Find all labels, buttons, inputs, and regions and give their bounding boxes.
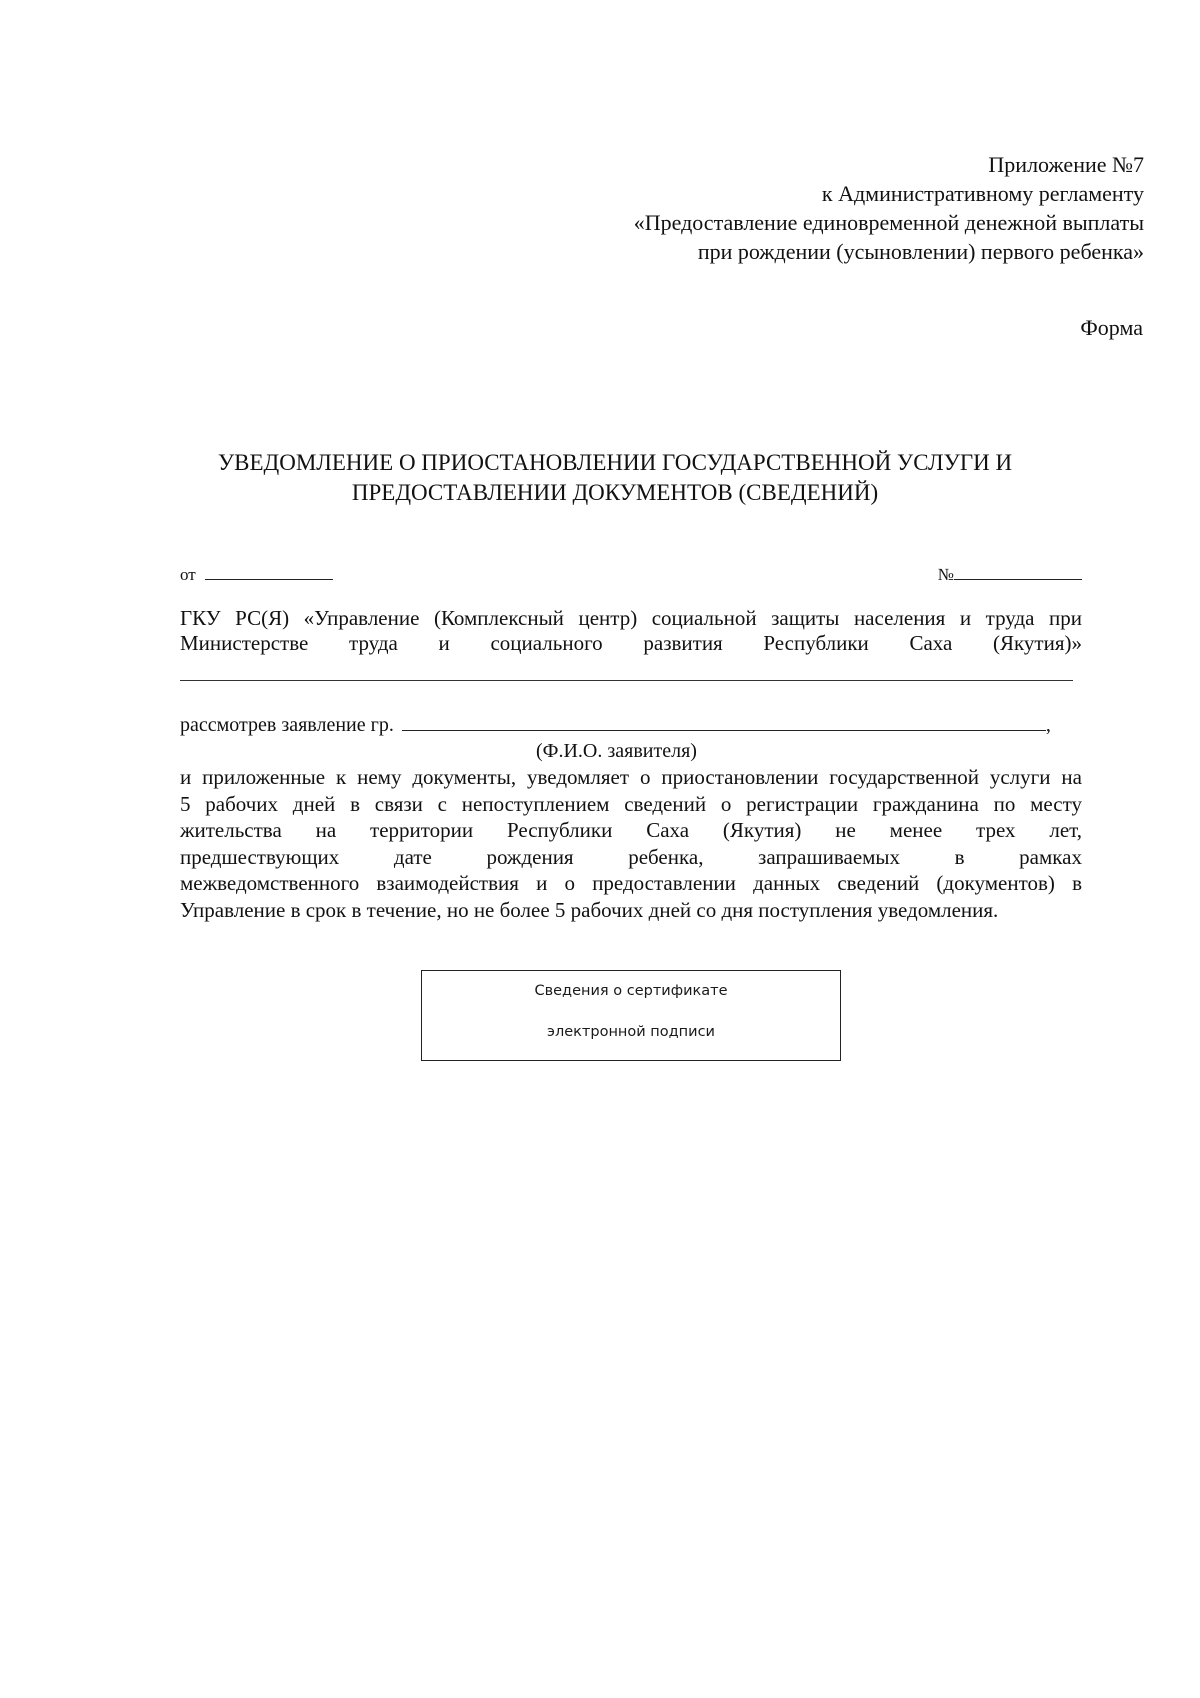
signature-box-line-1: Сведения о сертификате: [534, 983, 728, 999]
applicant-name-blank-line: [402, 712, 1046, 731]
applicant-label: рассмотрев заявление гр.: [180, 714, 394, 736]
signature-certificate-box: [421, 970, 841, 1061]
number-label: №: [937, 565, 954, 584]
organization-underline: [180, 680, 1073, 681]
body-line-4: предшествующих дате рождения ребенка, запрашиваемых в рамках: [180, 844, 1082, 869]
appendix-line-2: к Административному регламенту: [821, 181, 1144, 206]
signature-box-line-2: электронной подписи: [547, 1024, 715, 1040]
organization-line-2: Министерстве труда и социального развития Республики Саха (Якутия)»: [180, 631, 1082, 655]
organization-name: [180, 606, 1082, 656]
body-line-5: межведомственного взаимодействия и о предоставлении данных сведений (документов) в: [180, 871, 1082, 895]
date-field: [180, 563, 333, 585]
number-field: [938, 563, 1082, 585]
appendix-line-4: при рождении (усыновлении) первого ребенка»: [697, 239, 1144, 264]
body-line-6: Управление в срок в течение, но не более 5 рабочих дней со дня поступления уведомления.: [180, 897, 999, 922]
body-line-1: и приложенные к нему документы, уведомляет о приостановлении государственной услуги на: [180, 765, 1082, 789]
applicant-trailing-comma: ,: [1045, 714, 1051, 736]
date-label: от: [180, 565, 196, 584]
document-title: [170, 448, 1060, 508]
organization-line-1: ГКУ РС(Я) «Управление (Комплексный центр) социальной защиты населения и труда при: [180, 606, 1082, 630]
date-blank-line: [205, 563, 333, 580]
appendix-line-1: Приложение №7: [988, 152, 1144, 177]
body-line-3: жительства на территории Республики Саха (Якутия) не менее трех лет,: [180, 818, 1082, 842]
applicant-name-caption: (Ф.И.О. заявителя): [536, 740, 697, 762]
number-blank-line: [954, 563, 1082, 580]
appendix-header: [634, 150, 1144, 266]
body-line-2: 5 рабочих дней в связи с непоступлением сведений о регистрации гражданина по месту: [180, 791, 1082, 816]
applicant-row: [180, 712, 1082, 738]
date-number-row: [180, 563, 1082, 585]
form-label: Форма: [1080, 315, 1143, 340]
appendix-line-3: «Предоставление единовременной денежной выплаты: [633, 210, 1144, 235]
title-line-1: УВЕДОМЛЕНИЕ О ПРИОСТАНОВЛЕНИИ ГОСУДАРСТВЕННОЙ УСЛУГИ И: [217, 450, 1013, 475]
notice-body: [180, 764, 1082, 923]
title-line-2: ПРЕДОСТАВЛЕНИИ ДОКУМЕНТОВ (СВЕДЕНИЙ): [351, 480, 879, 505]
